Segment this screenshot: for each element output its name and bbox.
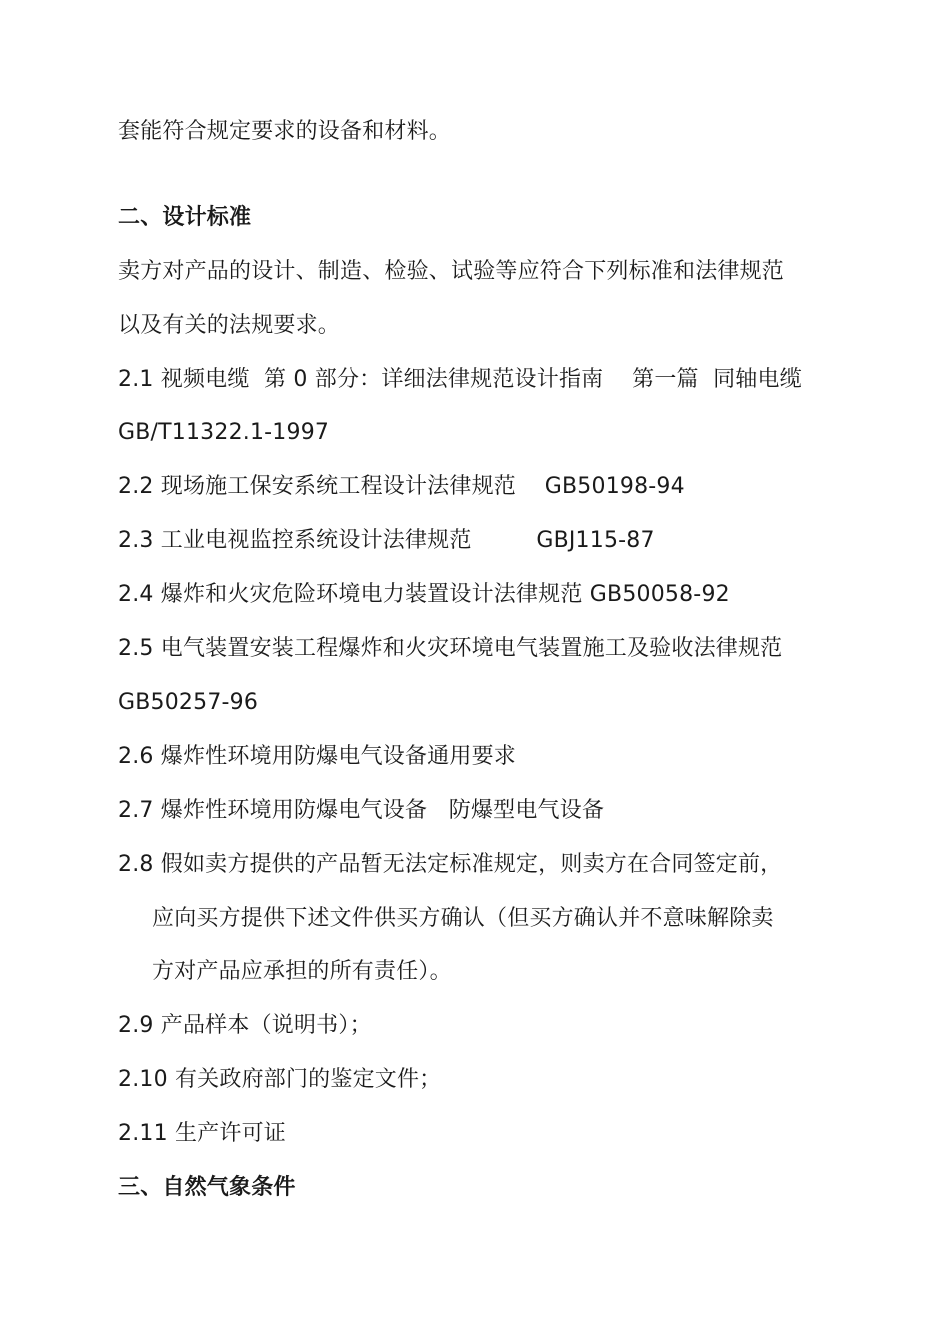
standard-item-2-3: 2.3 工业电视监控系统设计法律规范 GBJ115-87	[118, 528, 655, 553]
standard-item-2-9: 2.9 产品样本（说明书）；	[118, 1013, 372, 1038]
standard-item-2-5: 2.5 电气装置安装工程爆炸和火灾环境电气装置施工及验收法律规范	[118, 636, 783, 661]
paragraph-continuation: 套能符合规定要求的设备和材料。	[118, 119, 452, 144]
paragraph-line: 卖方对产品的设计、制造、检验、试验等应符合下列标准和法律规范	[118, 259, 785, 284]
standard-code: GB/T11322.1-1997	[118, 420, 330, 445]
paragraph-line: 以及有关的法规要求。	[118, 313, 341, 338]
standard-item-2-6: 2.6 爆炸性环境用防爆电气设备通用要求	[118, 744, 516, 769]
section-heading-weather-conditions: 三、自然气象条件	[118, 1175, 296, 1200]
standard-item-2-7: 2.7 爆炸性环境用防爆电气设备 防爆型电气设备	[118, 798, 605, 823]
standard-code: GB50257-96	[118, 690, 259, 715]
standard-item-2-4: 2.4 爆炸和火灾危险环境电力装置设计法律规范 GB50058-92	[118, 582, 730, 607]
section-heading-design-standards: 二、设计标准	[118, 205, 252, 230]
standard-item-2-11: 2.11 生产许可证	[118, 1121, 286, 1146]
standard-item-2-10: 2.10 有关政府部门的鉴定文件；	[118, 1067, 442, 1092]
standard-item-2-2: 2.2 现场施工保安系统工程设计法律规范 GB50198-94	[118, 474, 685, 499]
standard-item-2-8: 2.8 假如卖方提供的产品暂无法定标准规定，则卖方在合同签定前，	[118, 852, 783, 877]
standard-item-2-8-continued: 方对产品应承担的所有责任）。	[152, 959, 452, 984]
standard-item-2-1: 2.1 视频电缆 第 0 部分：详细法律规范设计指南 第一篇 同轴电缆	[118, 367, 802, 392]
standard-item-2-8-continued: 应向买方提供下述文件供买方确认（但买方确认并不意味解除卖	[152, 906, 774, 931]
